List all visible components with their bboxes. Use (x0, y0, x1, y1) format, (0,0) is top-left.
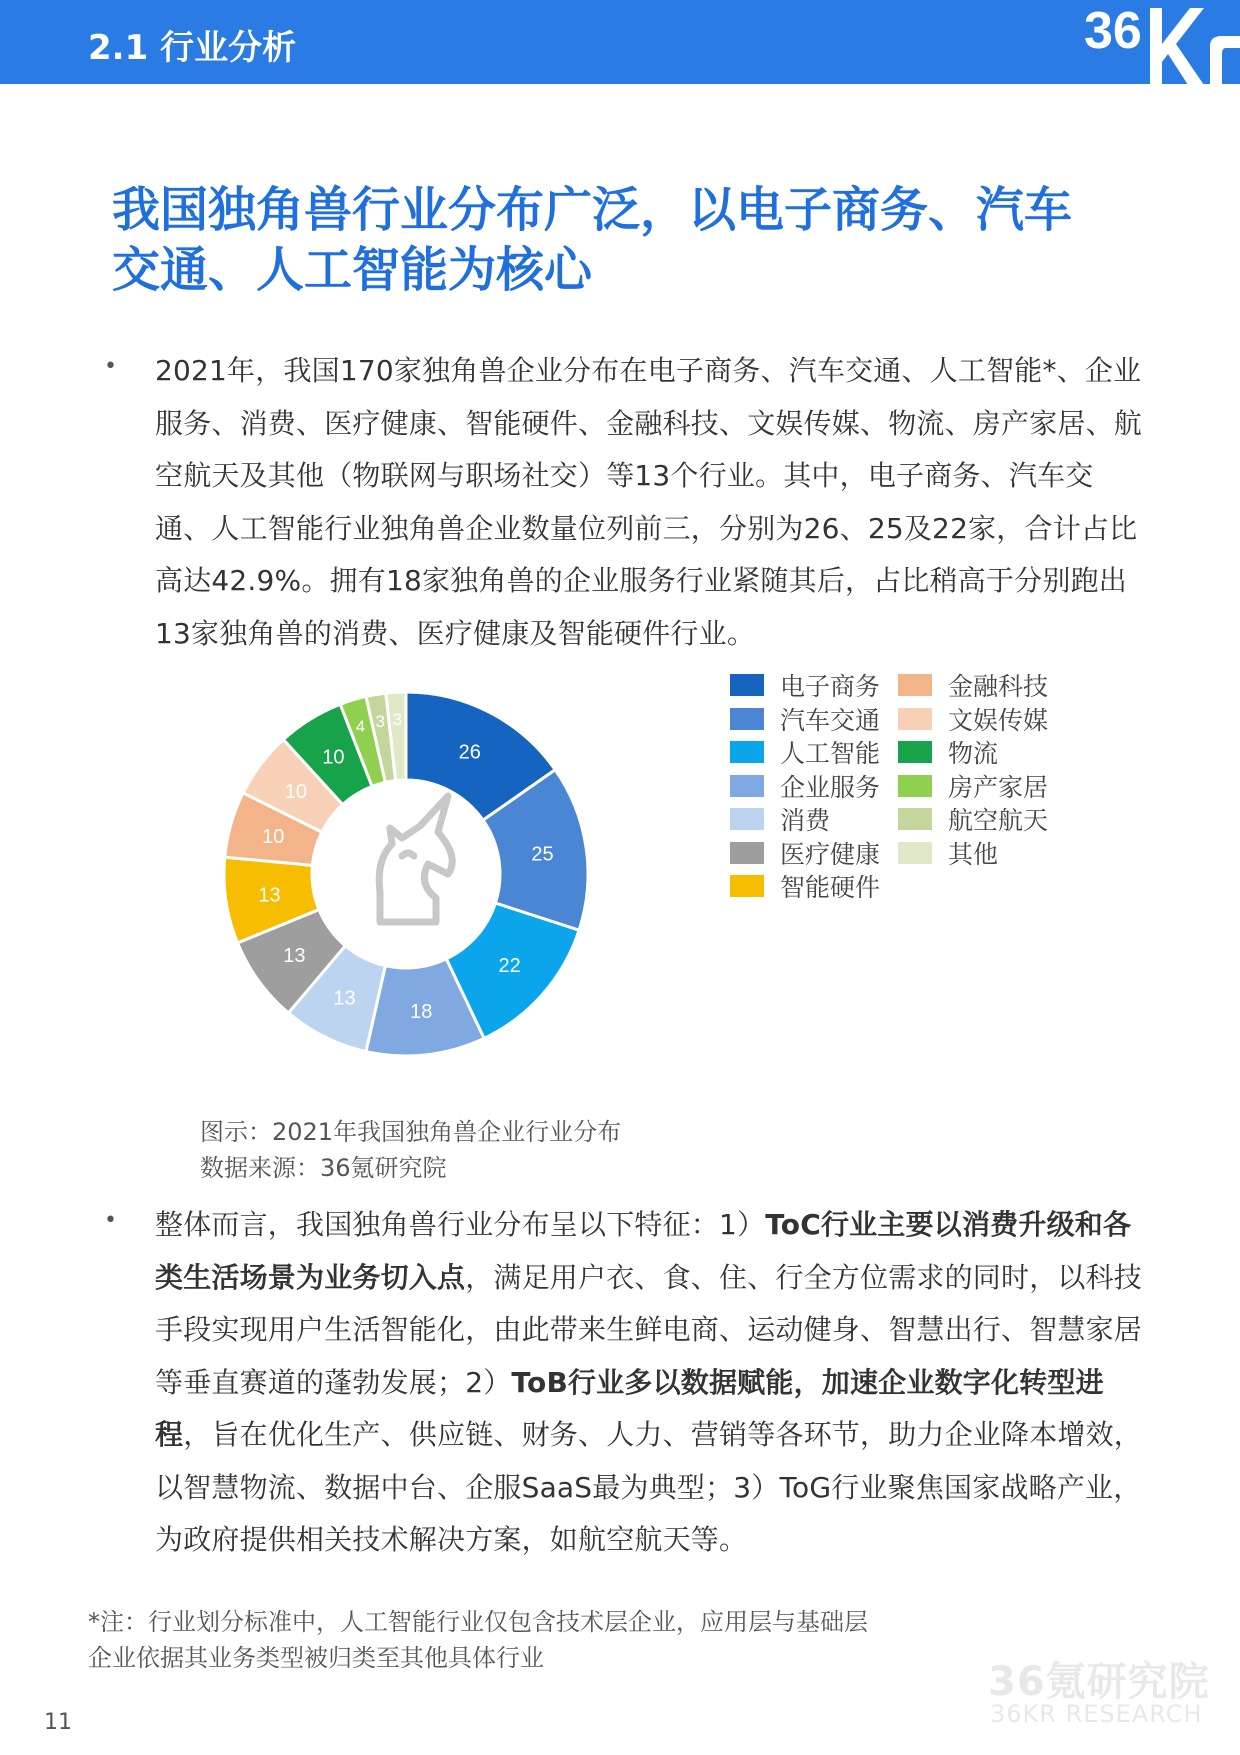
legend-swatch (898, 708, 932, 730)
legend-item-智能硬件 (730, 871, 880, 901)
footnote-line-2: 企业依据其业务类型被归类至其他具体行业 (88, 1644, 544, 1672)
legend-label: 航空航天 (948, 806, 1049, 835)
donut-label-电子商务: 26 (458, 741, 481, 764)
page-number: 11 (44, 1710, 72, 1735)
legend-label: 智能硬件 (780, 873, 881, 902)
paragraph-1: 2021年，我国170家独角兽企业分布在电子商务、汽车交通、人工智能*、企业服务、消费、医疗健康、智能硬件、金融科技、文娱传媒、物流、房产家居、航空航天及其他（物联网与职场社交）等13个行业。其中，电子商务、汽车交通、人工智能行业独角兽企业数量位列前三，分别为26、25及22家，合计占比高达42.9%。拥有18家独角兽的企业服务行业紧随其后，占比稍高于分别跑出13家独角兽的消费、医疗健康及智能硬件行业。 (155, 354, 1143, 650)
legend-swatch (898, 842, 932, 864)
legend-label: 汽车交通 (780, 705, 881, 735)
legend-item-金融科技 (898, 670, 1048, 700)
legend-label: 文娱传媒 (948, 705, 1049, 735)
paragraph-2-bold-toc: ToC行业主要以消费升级和各类生活场景为业务切入点 (155, 1208, 1132, 1294)
footnote (88, 1604, 968, 1676)
legend-item-物流 (898, 737, 998, 767)
brand-logo-digits: 36 (1084, 2, 1142, 60)
legend-swatch (730, 674, 764, 696)
legend-swatch (898, 775, 932, 797)
legend-swatch (730, 808, 764, 830)
legend-label: 金融科技 (948, 672, 1049, 701)
donut-label-金融科技: 10 (262, 826, 285, 849)
headline (112, 180, 1152, 300)
legend-swatch (898, 674, 932, 696)
legend-item-房产家居 (898, 771, 1048, 801)
donut-label-智能硬件: 13 (258, 884, 281, 907)
chart-source: 数据来源：36氪研究院 (200, 1154, 447, 1182)
unicorn-icon (379, 796, 452, 922)
watermark-cn: 36氪研究院 (988, 1659, 1210, 1705)
legend-swatch (730, 741, 764, 763)
legend-item-其他 (898, 838, 998, 868)
headline-line-2: 交通、人工智能为核心 (112, 242, 593, 298)
legend-label: 物流 (948, 739, 999, 768)
legend-label: 房产家居 (948, 772, 1049, 802)
paragraph-2 (155, 1199, 1145, 1567)
legend-item-文娱传媒 (898, 704, 1048, 734)
legend-label: 其他 (948, 839, 999, 869)
footnote-line-1: *注：行业划分标准中，人工智能行业仅包含技术层企业，应用层与基础层 (88, 1608, 868, 1636)
bullet-marker: • (104, 354, 117, 379)
donut-label-物流: 10 (322, 746, 345, 769)
legend-swatch (898, 741, 932, 763)
legend-item-人工智能 (730, 737, 880, 767)
chart-caption: 图示：2021年我国独角兽企业行业分布 (200, 1118, 622, 1146)
donut-label-医疗健康: 13 (283, 945, 306, 968)
legend-item-消费 (730, 804, 830, 834)
legend-item-电子商务 (730, 670, 880, 700)
paragraph-2-mid-1: ，满足用户衣、食、住、行全方位需求的同时，以科技手段实现用户生活智能化，由此带来生鲜电商、运动健身、智慧出行、智慧家居等垂直赛道的蓬勃发展；2） (155, 1260, 1143, 1399)
legend-item-航空航天 (898, 804, 1048, 834)
donut-label-航空航天: 3 (375, 712, 385, 732)
brand-logo-k-shape (1150, 8, 1206, 88)
legend-label: 医疗健康 (780, 839, 881, 869)
paragraph-2-bold-tob: ToB行业多以数据赋能，加速企业数字化转型进程 (155, 1365, 1104, 1451)
legend-label: 消费 (780, 806, 831, 835)
donut-label-消费: 13 (333, 987, 356, 1010)
donut-svg (180, 660, 640, 1090)
headline-line-1: 我国独角兽行业分布广泛，以电子商务、汽车 (112, 182, 1073, 238)
industry-donut-chart (180, 660, 1120, 1090)
donut-label-人工智能: 22 (498, 955, 521, 978)
legend-item-企业服务 (730, 771, 880, 801)
donut-label-房产家居: 4 (355, 716, 366, 736)
legend-label: 人工智能 (780, 739, 881, 768)
paragraph-2-intro: 整体而言，我国独角兽行业分布呈以下特征：1） (155, 1208, 766, 1241)
legend-swatch (730, 842, 764, 864)
donut-label-汽车交通: 25 (531, 843, 554, 866)
donut-label-其他: 3 (392, 710, 403, 730)
legend-swatch (730, 875, 764, 897)
paragraph-2-mid-2: ，旨在优化生产、供应链、财务、人力、营销等各环节，助力企业降本增效，以智慧物流、数据中台、企服SaaS最为典型；3）ToG行业聚焦国家战略产业，为政府提供相关技术解决方案，如航空航天等。 (155, 1418, 1143, 1556)
legend-item-汽车交通 (730, 704, 880, 734)
legend-label: 电子商务 (780, 672, 881, 701)
legend-swatch (898, 808, 932, 830)
legend-label: 企业服务 (780, 772, 881, 802)
watermark-en: 36KR RESEARCH (990, 1700, 1203, 1728)
bullet-marker: • (104, 1208, 117, 1233)
legend-item-医疗健康 (730, 838, 880, 868)
legend-swatch (730, 708, 764, 730)
donut-label-企业服务: 18 (410, 1001, 433, 1024)
brand-logo-r-shape (1210, 36, 1240, 88)
donut-label-文娱传媒: 10 (284, 780, 307, 803)
brand-logo (1082, 0, 1240, 88)
section-title: 2.1 行业分析 (88, 28, 297, 68)
legend-swatch (730, 775, 764, 797)
